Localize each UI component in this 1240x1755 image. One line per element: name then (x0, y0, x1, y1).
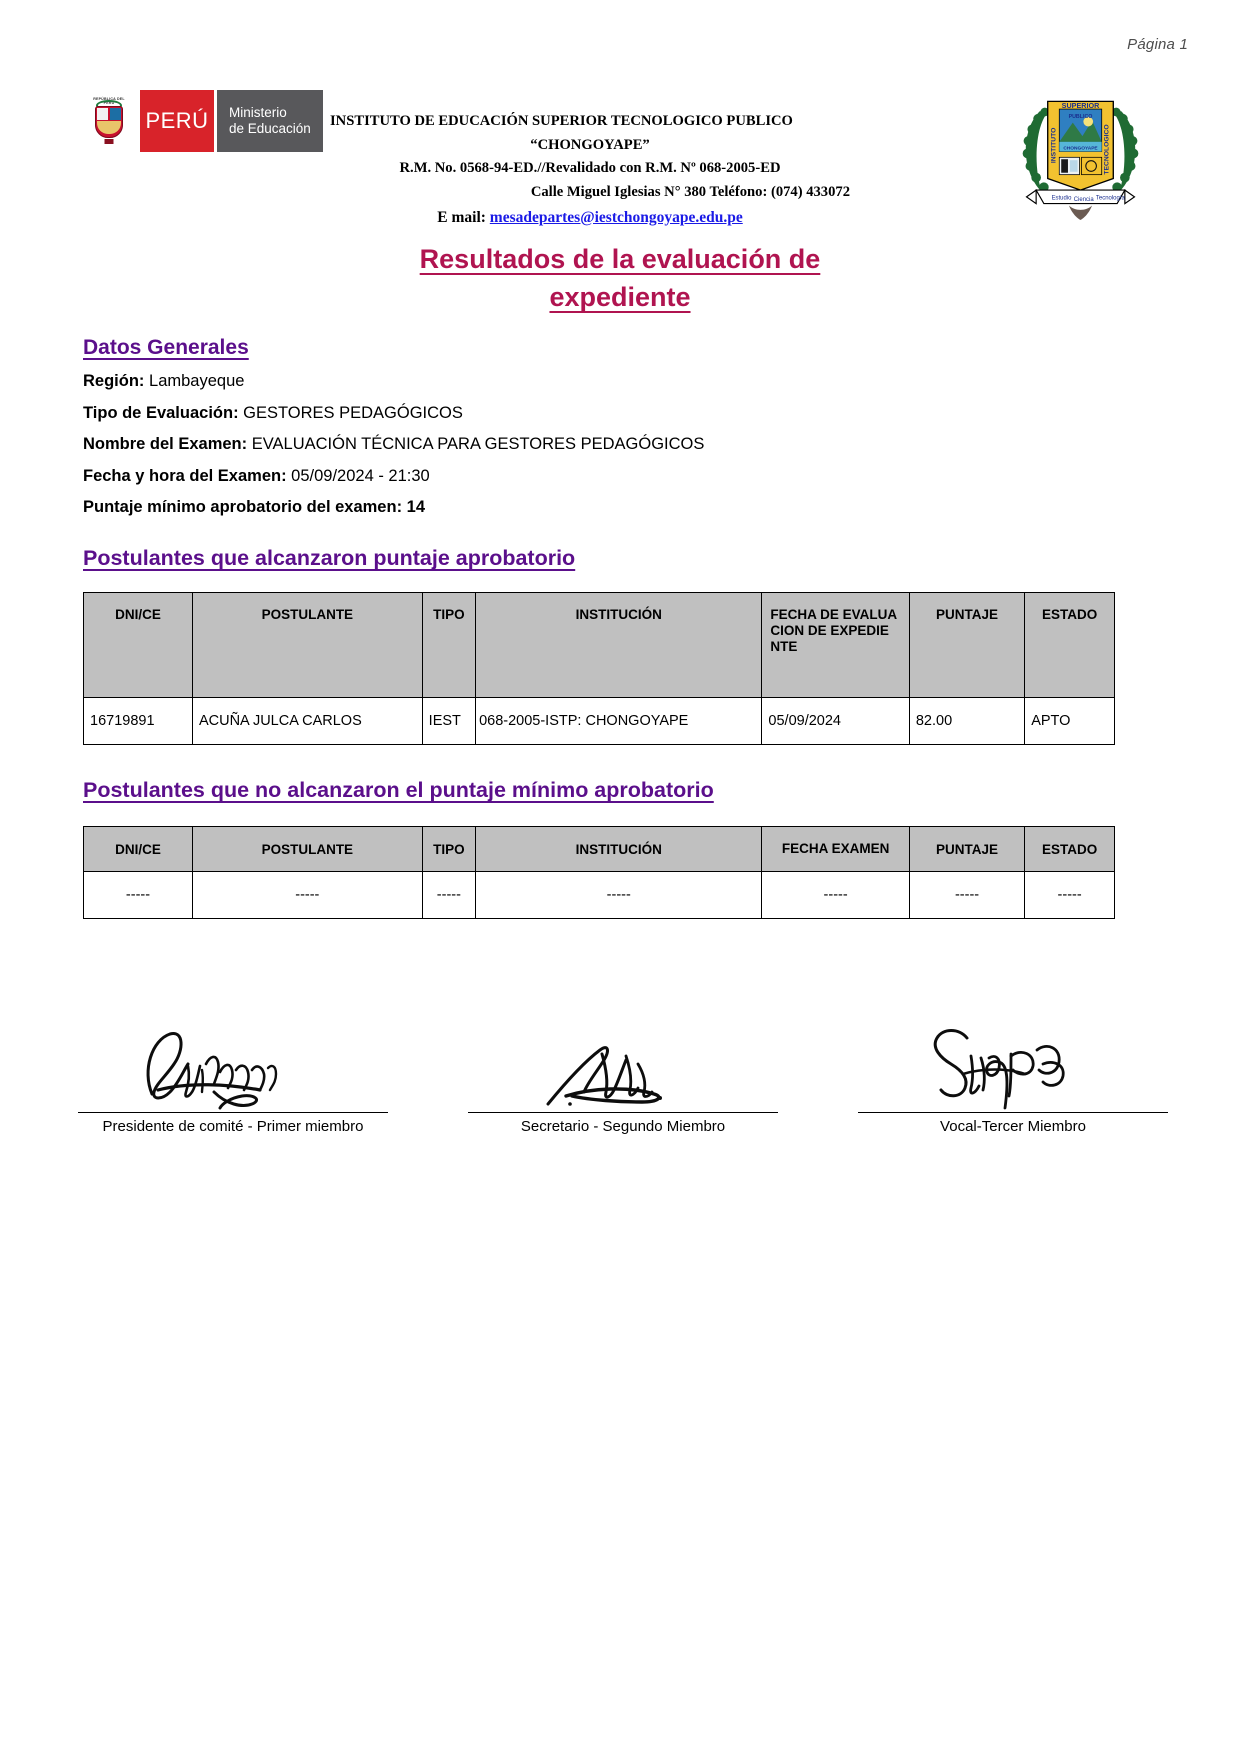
table-row (84, 698, 1115, 745)
page-number: Página 1 (1127, 36, 1188, 53)
column-header-dni: DNI/CE (84, 593, 193, 698)
general-data-item-region (83, 373, 1163, 390)
table-row (84, 872, 1115, 919)
column-header-puntaje: PUNTAJE (909, 827, 1024, 872)
signature-block-vocal (858, 1020, 1168, 1135)
table-header-row (84, 593, 1115, 698)
signature-line (858, 1112, 1168, 1113)
cell-institucion: 068-2005-ISTP: CHONGOYAPE (476, 698, 762, 745)
signature-block-presidente (78, 1020, 388, 1135)
svg-text:Estudio: Estudio (1051, 195, 1072, 202)
minedu-logo (78, 90, 323, 152)
cell-fecha: 05/09/2024 (762, 698, 909, 745)
label-nombre-examen: Nombre del Examen: (83, 435, 248, 453)
general-data-item-puntaje-minimo (83, 499, 1163, 516)
page-title-line-1: Resultados de la evaluación de (419, 244, 821, 274)
value-fecha-hora: 05/09/2024 - 21:30 (291, 466, 430, 485)
signature-mark-vocal (858, 1020, 1168, 1112)
institution-address: Calle Miguel Iglesias N° 380 Teléfono: (074) 433072 (530, 183, 850, 200)
svg-text:SUPERIOR: SUPERIOR (1061, 101, 1100, 111)
signature-label-secretario: Secretario - Segundo Miembro (520, 1118, 726, 1135)
ministry-line-2: de Educación (229, 121, 311, 136)
svg-text:PUBLICO: PUBLICO (1068, 113, 1093, 120)
cell-tipo: IEST (422, 698, 475, 745)
general-data-item-tipo-evaluacion (83, 405, 1163, 422)
label-region: Región: (83, 372, 145, 390)
label-puntaje-minimo: Puntaje mínimo aprobatorio del examen: 14 (83, 498, 425, 516)
column-header-postulante: POSTULANTE (192, 827, 422, 872)
rejected-applicants-table (83, 826, 1115, 919)
signature-block-secretario (468, 1020, 778, 1135)
peru-coat-of-arms-icon (78, 90, 140, 152)
general-data-section (83, 336, 1163, 531)
institution-email-row (330, 205, 850, 230)
minedu-country-label: PERÚ (140, 90, 214, 152)
approved-section-heading: Postulantes que alcanzaron puntaje aprobatorio (83, 546, 576, 570)
email-label: E mail: (437, 208, 486, 226)
svg-text:INSTITUTO: INSTITUTO (1050, 127, 1058, 164)
value-region: Lambayeque (149, 372, 245, 390)
institution-resolution: R.M. No. 0568-94-ED.//Revalidado con R.M. Nº 068-2005-ED (399, 160, 781, 177)
value-tipo-evaluacion: GESTORES PEDAGÓGICOS (243, 403, 463, 422)
signature-label-vocal: Vocal-Tercer Miembro (940, 1118, 1086, 1135)
cell-dni: 16719891 (84, 698, 193, 745)
signature-line (78, 1112, 388, 1113)
svg-text:Ciencia: Ciencia (1073, 197, 1094, 204)
page-title (0, 240, 1240, 317)
email-link[interactable]: mesadepartes@iestchongoyape.edu.pe (489, 208, 743, 226)
signature-mark-presidente (78, 1020, 388, 1112)
svg-text:TECNOLOGICO: TECNOLOGICO (1103, 124, 1111, 175)
column-header-institucion: INSTITUCIÓN (476, 827, 762, 872)
cell-puntaje: 82.00 (909, 698, 1024, 745)
column-header-estado: ESTADO (1025, 593, 1115, 698)
general-data-item-nombre-examen (83, 436, 1163, 453)
page-title-line-2: expediente (549, 282, 691, 313)
signature-line (468, 1112, 778, 1113)
label-tipo-evaluacion: Tipo de Evaluación: (83, 403, 239, 422)
cell-dni: ----- (84, 872, 193, 919)
value-nombre-examen: EVALUACIÓN TÉCNICA PARA GESTORES PEDAGÓGICOS (251, 435, 705, 453)
signature-label-presidente: Presidente de comité - Primer miembro (102, 1118, 364, 1135)
column-header-tipo: TIPO (422, 827, 475, 872)
institution-emblem-icon (1013, 82, 1148, 222)
signature-mark-secretario (468, 1020, 778, 1112)
rejected-section-heading: Postulantes que no alcanzaron el puntaje mínimo aprobatorio (83, 778, 714, 802)
institution-header-text (330, 110, 850, 230)
label-fecha-hora: Fecha y hora del Examen: (83, 466, 287, 485)
table-header-row (84, 827, 1115, 872)
general-data-heading: Datos Generales (83, 336, 249, 359)
cell-puntaje: ----- (909, 872, 1024, 919)
svg-text:Tecnología: Tecnología (1095, 195, 1125, 202)
institution-alias: “CHONGOYAPE” (530, 136, 650, 153)
institution-name: INSTITUTO DE EDUCACIÓN SUPERIOR TECNOLOGICO PUBLICO (330, 113, 793, 129)
column-header-fecha-evaluacion: FECHA DE EVALUA CION DE EXPEDIE NTE (762, 593, 909, 698)
signature-section (78, 1020, 1168, 1135)
svg-text:CHONGOYAPE: CHONGOYAPE (1063, 146, 1098, 152)
cell-tipo: ----- (422, 872, 475, 919)
coat-ring-text: REPÚBLICA DEL PERÚ (93, 97, 125, 105)
cell-postulante: ----- (192, 872, 422, 919)
column-header-estado: ESTADO (1025, 827, 1115, 872)
approved-applicants-table (83, 592, 1115, 745)
column-header-puntaje: PUNTAJE (909, 593, 1024, 698)
document-header (0, 82, 1240, 232)
cell-estado: ----- (1025, 872, 1115, 919)
cell-postulante: ACUÑA JULCA CARLOS (192, 698, 422, 745)
general-data-item-fecha-hora (83, 468, 1163, 485)
column-header-dni: DNI/CE (84, 827, 193, 872)
cell-institucion: ----- (476, 872, 762, 919)
column-header-tipo: TIPO (422, 593, 475, 698)
cell-estado: APTO (1025, 698, 1115, 745)
column-header-postulante: POSTULANTE (192, 593, 422, 698)
column-header-institucion: INSTITUCIÓN (476, 593, 762, 698)
column-header-fecha-examen: FECHA EXAMEN (762, 827, 909, 872)
minedu-ministry-label (217, 90, 323, 152)
cell-fecha: ----- (762, 872, 909, 919)
ministry-line-1: Ministerio (229, 105, 287, 121)
